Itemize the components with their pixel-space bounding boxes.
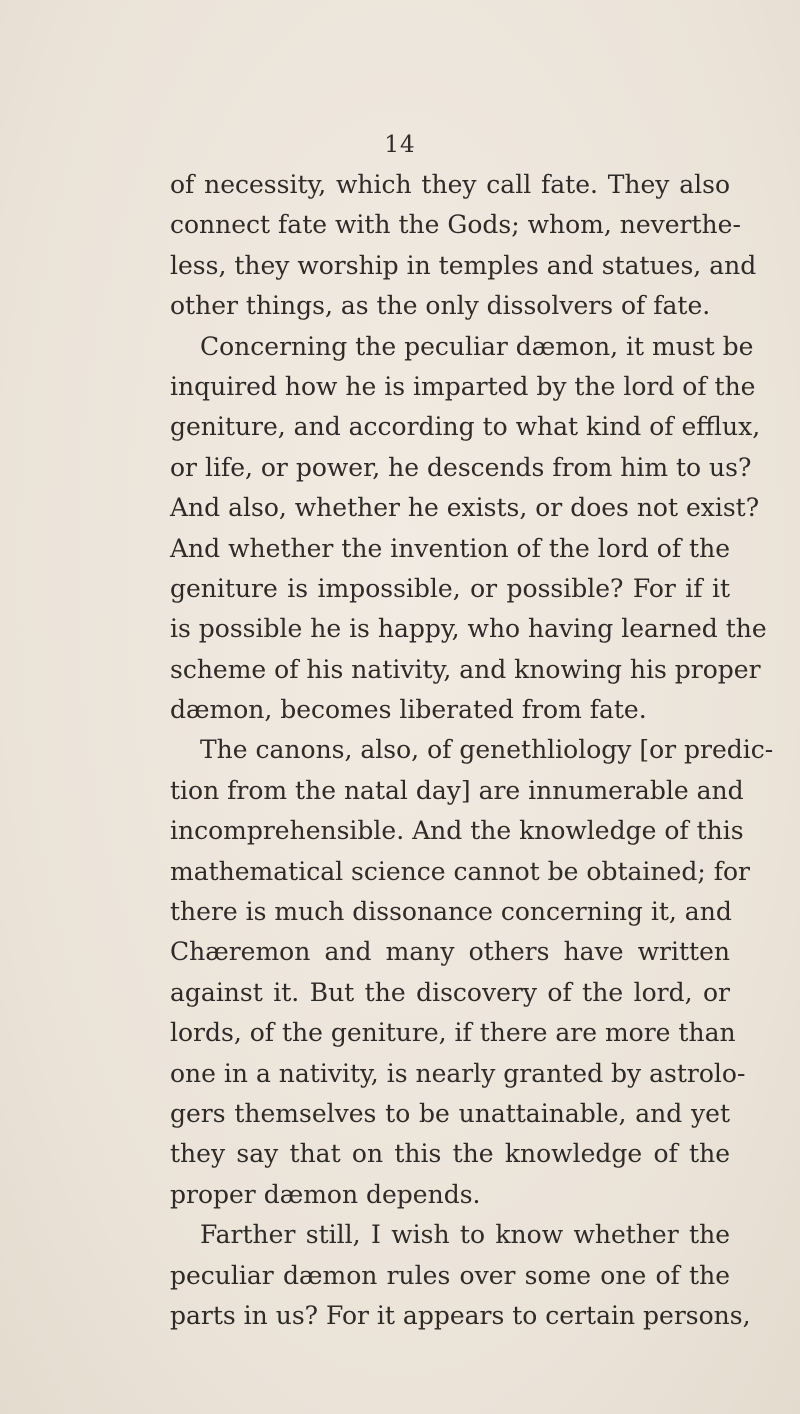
text-line: tion from the natal day] are innumerable and: [170, 775, 744, 805]
text-line: mathematical science cannot be obtained; for: [170, 856, 750, 886]
body-text: [170, 165, 774, 1336]
text-line: Farther still, I wish to know whether the: [200, 1220, 730, 1250]
text-line: or life, or power, he descends from him to us?: [170, 452, 752, 482]
text-line: parts in us? For it appears to certain persons,: [170, 1300, 751, 1330]
text-line: scheme of his nativity, and knowing his proper: [170, 654, 761, 684]
text-line: The canons, also, of genethliology [or predic-: [200, 735, 774, 765]
text-line: gers themselves to be unattainable, and yet: [170, 1098, 730, 1128]
text-line: geniture is impossible, or possible? For if it: [170, 573, 730, 603]
text-line: there is much dissonance concerning it, and: [170, 897, 732, 927]
text-line: inquired how he is imparted by the lord of the: [170, 371, 756, 401]
text-line: lords, of the geniture, if there are more than: [170, 1018, 736, 1048]
text-line: Chæremon and many others have written: [170, 937, 730, 967]
text-line: of necessity, which they call fate. They also: [170, 170, 730, 199]
text-line: incomprehensible. And the knowledge of this: [170, 816, 744, 846]
text-line: they say that on this the knowledge of the: [170, 1139, 730, 1169]
text-line: And whether the invention of the lord of the: [170, 533, 730, 563]
text-line: proper dæmon depends.: [170, 1179, 481, 1209]
text-line: connect fate with the Gods; whom, neverthe-: [170, 210, 741, 240]
text-line: Concerning the peculiar dæmon, it must be: [200, 331, 754, 361]
text-line: one in a nativity, is nearly granted by astrolo-: [170, 1058, 746, 1088]
text-line: And also, whether he exists, or does not exist?: [170, 493, 760, 523]
text-line: is possible he is happy, who having learned the: [170, 614, 767, 644]
text-line: against it. But the discovery of the lord, or: [170, 977, 730, 1007]
page-number: 14: [384, 132, 416, 158]
text-line: other things, as the only dissolvers of fate.: [170, 291, 711, 321]
text-line: dæmon, becomes liberated from fate.: [170, 695, 647, 725]
text-line: peculiar dæmon rules over some one of the: [170, 1260, 730, 1290]
text-line: less, they worship in temples and statues, and: [170, 250, 757, 280]
text-line: geniture, and according to what kind of efflux,: [170, 412, 761, 442]
